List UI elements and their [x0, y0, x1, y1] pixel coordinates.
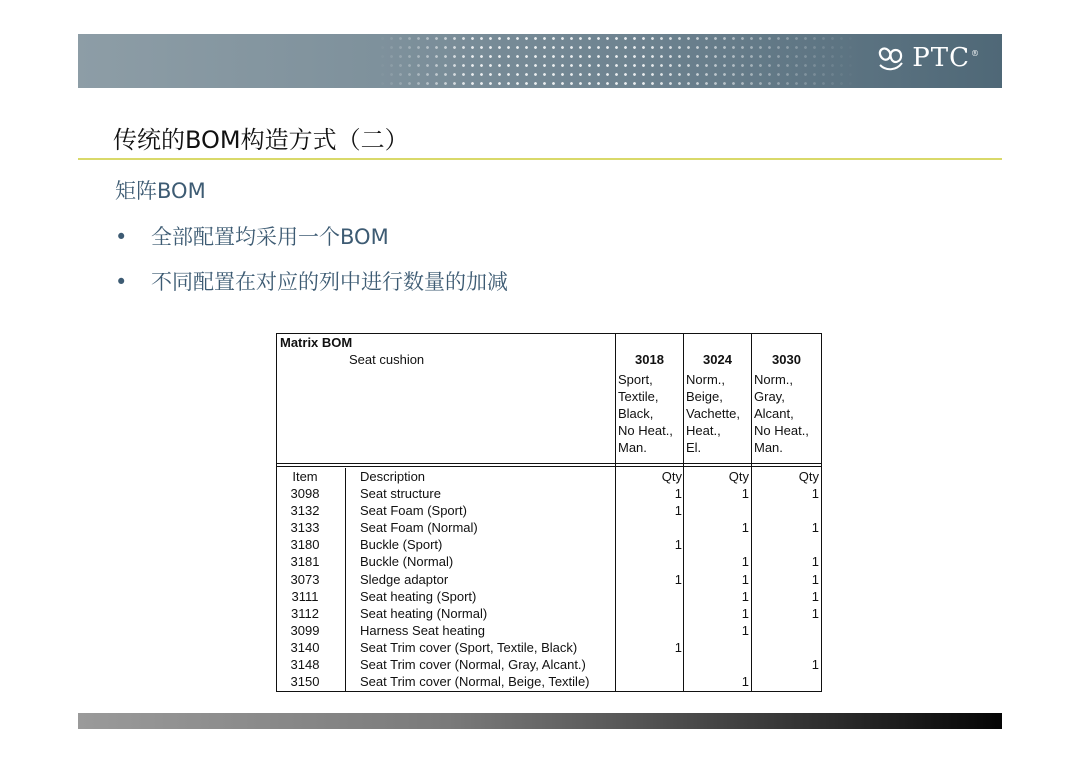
bullet-item	[115, 266, 508, 296]
qty-3030-cell: 1	[811, 571, 819, 587]
description-cell: Seat heating (Normal)	[360, 605, 488, 621]
title-divider	[78, 158, 1002, 160]
item-cell: 3112	[291, 605, 319, 621]
table-row	[277, 519, 821, 536]
description-cell: Seat Trim cover (Sport, Textile, Black)	[360, 639, 578, 655]
description-header: Description	[360, 469, 426, 484]
qty-3018-cell: 1	[674, 571, 682, 587]
item-cell: 3150	[290, 674, 320, 690]
ptc-swirl-icon	[874, 43, 908, 73]
config-id: 3024	[703, 352, 732, 367]
config-id: 3018	[635, 352, 664, 367]
dot-pattern	[378, 34, 858, 88]
qty-3024-cell: 1	[741, 554, 749, 570]
qty-3024-cell: 1	[741, 486, 749, 502]
table-row	[277, 502, 821, 519]
ptc-logo	[874, 43, 980, 73]
description-cell: Harness Seat heating	[360, 622, 486, 638]
bullet-item	[115, 221, 389, 251]
qty-3030-cell: 1	[811, 486, 819, 502]
qty-3030-cell: 1	[811, 605, 819, 621]
description-cell: Buckle (Sport)	[360, 537, 443, 553]
table-row	[277, 553, 821, 570]
table-row	[277, 673, 821, 690]
table-row	[277, 588, 821, 605]
qty-3024-cell: 1	[741, 605, 749, 621]
table-row	[277, 485, 821, 502]
qty-3030-cell: 1	[811, 657, 819, 673]
table-header-row	[277, 468, 821, 485]
matrix-body	[277, 468, 821, 690]
item-cell: 3140	[290, 639, 320, 655]
description-cell: Seat structure	[360, 486, 441, 502]
description-cell: Seat Trim cover (Normal, Beige, Textile)	[360, 674, 590, 690]
footer-bar	[78, 713, 1002, 729]
item-cell: 3180	[290, 537, 320, 553]
page-title: 传统的BOM构造方式（二）	[113, 126, 409, 154]
qty-3018-cell: 1	[674, 537, 682, 553]
bullet-dot: •	[115, 270, 128, 294]
qty-3024-cell: 1	[741, 674, 749, 690]
qty-3030-cell: 1	[811, 554, 819, 570]
item-cell: 3098	[290, 486, 320, 502]
matrix-header	[277, 334, 821, 463]
qty-3030-cell: 1	[811, 588, 819, 604]
qty-header: Qty	[661, 469, 682, 484]
table-row	[277, 639, 821, 656]
config-column-3018	[616, 334, 683, 463]
logo-text: PTC®	[912, 43, 980, 73]
qty-3024-cell: 1	[741, 588, 749, 604]
table-row	[277, 571, 821, 588]
qty-header: Qty	[798, 469, 819, 484]
item-cell: 3148	[290, 657, 320, 673]
config-desc: Sport, Textile, Black, No Heat., Man.	[618, 372, 673, 455]
item-cell: 3132	[290, 503, 320, 519]
description-cell: Buckle (Normal)	[360, 554, 454, 570]
qty-3018-cell: 1	[674, 503, 682, 519]
qty-3018-cell: 1	[674, 639, 682, 655]
description-cell: Seat Foam (Sport)	[360, 503, 467, 519]
description-cell: Sledge adaptor	[360, 571, 449, 587]
header-separator	[277, 463, 821, 467]
qty-3024-cell: 1	[741, 571, 749, 587]
bullet-text: 全部配置均采用一个BOM	[151, 225, 389, 249]
item-header: Item	[292, 469, 318, 484]
table-row	[277, 622, 821, 639]
item-cell: 3073	[290, 571, 320, 587]
description-cell: Seat Foam (Normal)	[360, 520, 478, 536]
qty-3024-cell: 1	[741, 622, 749, 638]
bullet-text: 不同配置在对应的列中进行数量的加减	[151, 270, 508, 294]
item-cell: 3133	[290, 520, 320, 536]
header-banner	[78, 34, 1002, 88]
description-cell: Seat heating (Sport)	[360, 588, 477, 604]
description-cell: Seat Trim cover (Normal, Gray, Alcant.)	[360, 657, 586, 673]
product-name: Seat cushion	[349, 352, 425, 367]
qty-header: Qty	[728, 469, 749, 484]
item-cell: 3111	[291, 588, 319, 604]
qty-3024-cell: 1	[741, 520, 749, 536]
qty-3018-cell: 1	[674, 486, 682, 502]
table-rows	[277, 485, 821, 690]
qty-3030-cell: 1	[811, 520, 819, 536]
config-column-3030	[752, 334, 821, 463]
subtitle: 矩阵BOM	[115, 179, 206, 203]
config-desc: Norm., Beige, Vachette, Heat., El.	[686, 372, 740, 455]
item-cell: 3099	[290, 622, 320, 638]
table-row	[277, 656, 821, 673]
table-row	[277, 605, 821, 622]
matrix-title: Matrix BOM	[280, 335, 353, 350]
config-desc: Norm., Gray, Alcant, No Heat., Man.	[754, 372, 809, 455]
item-cell: 3181	[290, 554, 320, 570]
bullet-dot: •	[115, 225, 128, 249]
config-id: 3030	[772, 352, 801, 367]
matrix-bom-table	[276, 333, 822, 692]
config-column-3024	[684, 334, 751, 463]
table-row	[277, 536, 821, 553]
